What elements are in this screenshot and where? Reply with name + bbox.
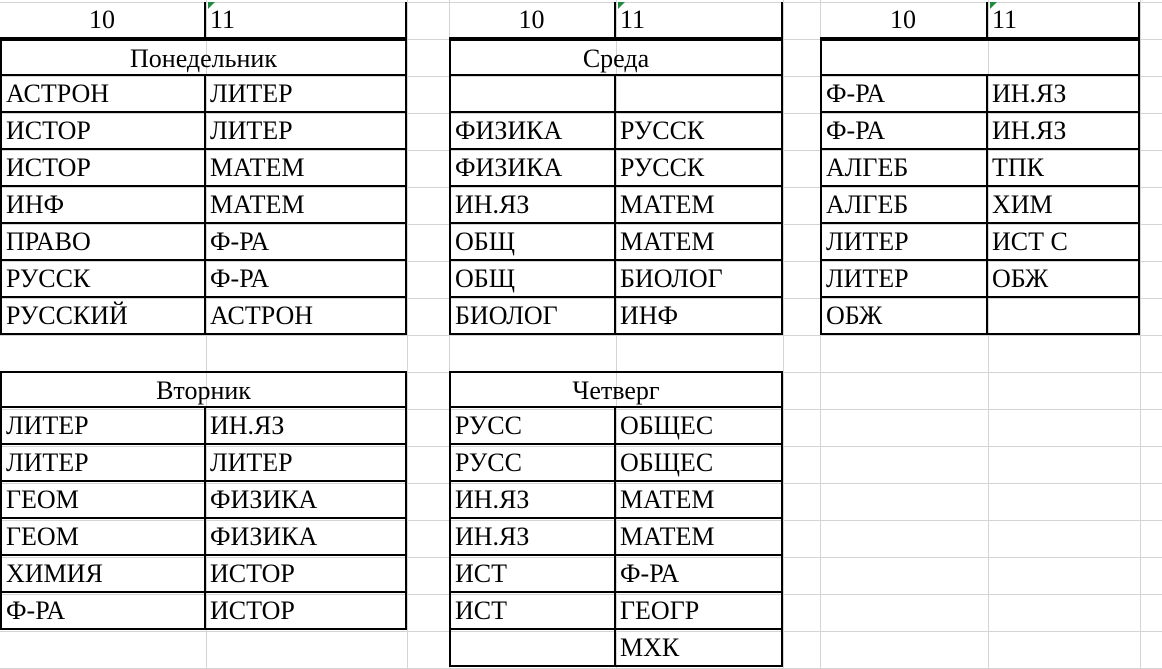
subject-cell-grade-11[interactable]: РУССК bbox=[616, 113, 783, 150]
subject-cell-grade-10[interactable]: Ф-РА bbox=[0, 593, 206, 630]
subject-cell-grade-10[interactable]: ЛИТЕР bbox=[820, 261, 988, 298]
day-header-cell[interactable]: Среда bbox=[449, 39, 783, 76]
subject-cell-grade-10[interactable]: ИСТ bbox=[449, 556, 616, 593]
comment-indicator-icon[interactable] bbox=[990, 2, 997, 9]
subject-cell-grade-11[interactable]: Ф-РА bbox=[206, 261, 407, 298]
subject-cell-grade-10[interactable]: Ф-РА bbox=[820, 113, 988, 150]
subject-cell-grade-11[interactable]: РУССК bbox=[616, 150, 783, 187]
subject-cell-grade-11[interactable]: АСТРОН bbox=[206, 298, 407, 335]
subject-cell-grade-11[interactable]: ИН.ЯЗ bbox=[988, 76, 1140, 113]
subject-cell-grade-10[interactable] bbox=[449, 76, 616, 113]
subject-cell-grade-10[interactable]: ГЕОМ bbox=[0, 519, 206, 556]
subject-cell-grade-11[interactable]: БИОЛОГ bbox=[616, 261, 783, 298]
subject-cell-grade-10[interactable]: ИСТОР bbox=[0, 150, 206, 187]
subject-cell-grade-10[interactable]: ИН.ЯЗ bbox=[449, 187, 616, 224]
subject-cell-grade-10[interactable]: РУСС bbox=[449, 408, 616, 445]
subject-cell-grade-11[interactable]: ЛИТЕР bbox=[206, 76, 407, 113]
day-header-cell[interactable] bbox=[820, 39, 1140, 76]
subject-cell-grade-11[interactable]: МАТЕМ bbox=[206, 150, 407, 187]
day-header-cell[interactable]: Четверг bbox=[449, 371, 783, 408]
subject-cell-grade-11[interactable]: ТПК bbox=[988, 150, 1140, 187]
subject-cell-grade-10[interactable]: ЛИТЕР bbox=[0, 445, 206, 482]
subject-cell-grade-10[interactable]: Ф-РА bbox=[820, 76, 988, 113]
subject-cell-grade-11[interactable]: ИСТОР bbox=[206, 556, 407, 593]
subject-cell-grade-10[interactable]: ЛИТЕР bbox=[820, 224, 988, 261]
subject-cell-grade-10[interactable]: ИН.ЯЗ bbox=[449, 519, 616, 556]
subject-cell-grade-11[interactable] bbox=[988, 298, 1140, 335]
day-header-cell[interactable]: Вторник bbox=[0, 371, 407, 408]
subject-cell-grade-10[interactable]: ПРАВО bbox=[0, 224, 206, 261]
subject-cell-grade-10[interactable] bbox=[449, 630, 616, 667]
subject-cell-grade-11[interactable]: ЛИТЕР bbox=[206, 113, 407, 150]
header-cell-11[interactable]: 11 bbox=[206, 2, 407, 39]
subject-cell-grade-10[interactable]: ГЕОМ bbox=[0, 482, 206, 519]
subject-cell-grade-11[interactable]: Ф-РА bbox=[206, 224, 407, 261]
subject-cell-grade-11[interactable]: ОБЩЕС bbox=[616, 408, 783, 445]
subject-cell-grade-11[interactable]: ИН.ЯЗ bbox=[206, 408, 407, 445]
subject-cell-grade-11[interactable]: ХИМ bbox=[988, 187, 1140, 224]
subject-cell-grade-11[interactable]: МАТЕМ bbox=[616, 187, 783, 224]
subject-cell-grade-10[interactable]: БИОЛОГ bbox=[449, 298, 616, 335]
header-cell-11[interactable]: 11 bbox=[988, 2, 1140, 39]
subject-cell-grade-10[interactable]: РУССКИЙ bbox=[0, 298, 206, 335]
header-cell-10[interactable]: 10 bbox=[0, 2, 206, 39]
subject-cell-grade-11[interactable]: МАТЕМ bbox=[616, 224, 783, 261]
subject-cell-grade-11[interactable]: ИН.ЯЗ bbox=[988, 113, 1140, 150]
subject-cell-grade-11[interactable]: МАТЕМ bbox=[616, 482, 783, 519]
subject-cell-grade-11[interactable]: ИНФ bbox=[616, 298, 783, 335]
subject-cell-grade-10[interactable]: ИН.ЯЗ bbox=[449, 482, 616, 519]
subject-cell-grade-11[interactable]: ЛИТЕР bbox=[206, 445, 407, 482]
header-cell-11[interactable]: 11 bbox=[616, 2, 783, 39]
subject-cell-grade-10[interactable]: ОБЩ bbox=[449, 261, 616, 298]
subject-cell-grade-11[interactable]: МАТЕМ bbox=[206, 187, 407, 224]
subject-cell-grade-10[interactable]: ОБЖ bbox=[820, 298, 988, 335]
subject-cell-grade-11[interactable]: ФИЗИКА bbox=[206, 482, 407, 519]
subject-cell-grade-10[interactable]: ОБЩ bbox=[449, 224, 616, 261]
subject-cell-grade-11[interactable]: Ф-РА bbox=[616, 556, 783, 593]
subject-cell-grade-11[interactable]: ИСТОР bbox=[206, 593, 407, 630]
subject-cell-grade-10[interactable]: ЛИТЕР bbox=[0, 408, 206, 445]
header-cell-10[interactable]: 10 bbox=[820, 2, 988, 39]
subject-cell-grade-10[interactable]: ИСТ bbox=[449, 593, 616, 630]
subject-cell-grade-11[interactable]: ИСТ С bbox=[988, 224, 1140, 261]
subject-cell-grade-11[interactable]: ОБЩЕС bbox=[616, 445, 783, 482]
subject-cell-grade-11[interactable]: ГЕОГР bbox=[616, 593, 783, 630]
subject-cell-grade-10[interactable]: ИНФ bbox=[0, 187, 206, 224]
header-cell-10[interactable]: 10 bbox=[449, 2, 616, 39]
subject-cell-grade-10[interactable]: АСТРОН bbox=[0, 76, 206, 113]
subject-cell-grade-11[interactable] bbox=[616, 76, 783, 113]
subject-cell-grade-11[interactable]: ФИЗИКА bbox=[206, 519, 407, 556]
subject-cell-grade-10[interactable]: РУССК bbox=[0, 261, 206, 298]
subject-cell-grade-10[interactable]: РУСС bbox=[449, 445, 616, 482]
day-header-cell[interactable]: Понедельник bbox=[0, 39, 407, 76]
comment-indicator-icon[interactable] bbox=[618, 2, 625, 9]
subject-cell-grade-11[interactable]: МАТЕМ bbox=[616, 519, 783, 556]
subject-cell-grade-10[interactable]: ХИМИЯ bbox=[0, 556, 206, 593]
subject-cell-grade-10[interactable]: АЛГЕБ bbox=[820, 187, 988, 224]
subject-cell-grade-11[interactable]: МХК bbox=[616, 630, 783, 667]
subject-cell-grade-11[interactable]: ОБЖ bbox=[988, 261, 1140, 298]
subject-cell-grade-10[interactable]: ФИЗИКА bbox=[449, 113, 616, 150]
comment-indicator-icon[interactable] bbox=[208, 2, 215, 9]
subject-cell-grade-10[interactable]: ИСТОР bbox=[0, 113, 206, 150]
gridline-horizontal bbox=[0, 335, 1162, 336]
subject-cell-grade-10[interactable]: ФИЗИКА bbox=[449, 150, 616, 187]
subject-cell-grade-10[interactable]: АЛГЕБ bbox=[820, 150, 988, 187]
